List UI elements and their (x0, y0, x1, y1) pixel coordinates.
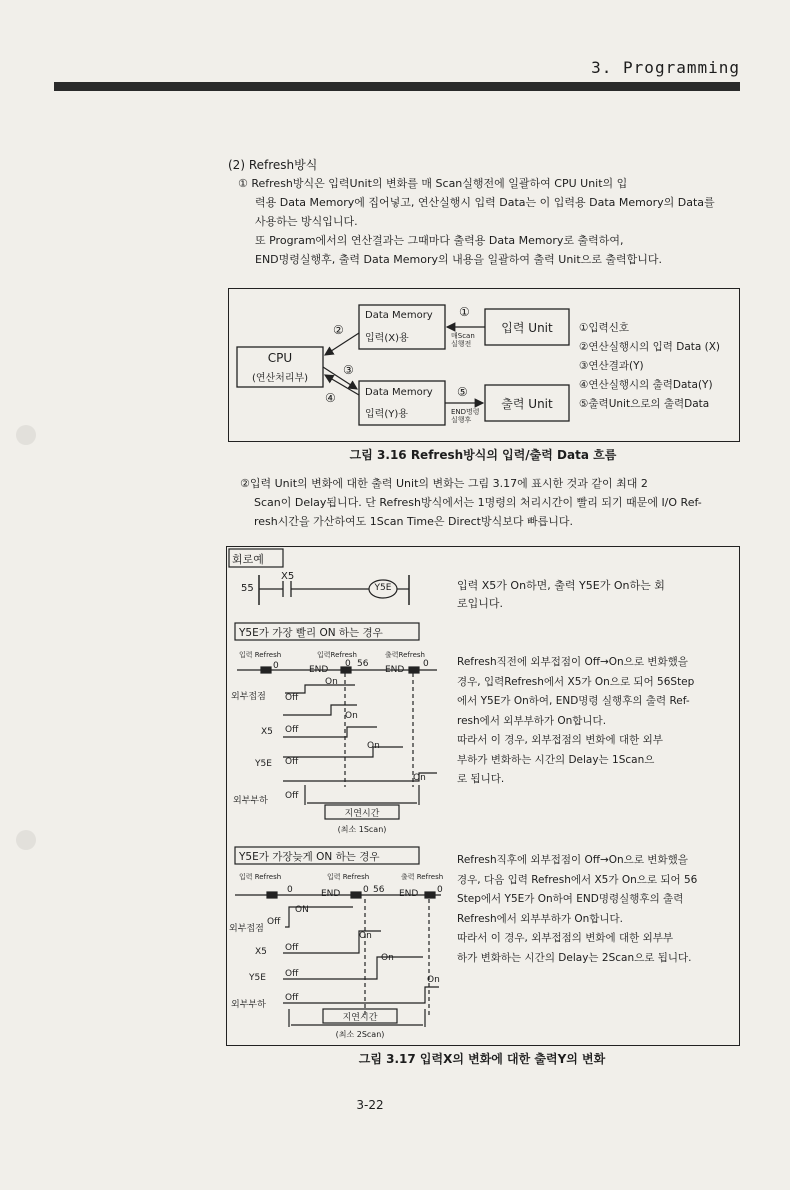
case2-input-refresh2-label: 입력 Refresh (327, 873, 370, 881)
case2-off: Off (285, 993, 299, 1003)
para-line: ① Refresh방식은 입력Unit의 변화를 매 Scan실행전에 일괄하여 CPU Unit의 입 (238, 177, 628, 190)
para-line: Scan이 Delay됩니다. 단 Refresh방식에서는 1명령의 처리시간이 빨리 되기 때문에 I/O Ref- (254, 496, 702, 509)
desc-line: 따라서 이 경우, 외부접점의 변화에 대한 외부 (457, 734, 663, 746)
case2-off: Off (285, 969, 299, 979)
case1-end2: END (385, 665, 405, 675)
section-heading: (2) Refresh방식 (228, 158, 318, 172)
case2-n0a: 0 (287, 885, 293, 895)
case2-end2: END (399, 889, 419, 899)
desc-line: 경우, 다음 입력 Refresh에서 X5가 On으로 되어 56 (457, 873, 698, 886)
header-rule (54, 82, 740, 91)
case2-row-y5e: Y5E (249, 973, 266, 983)
dm-output-title: Data Memory (365, 387, 433, 398)
desc-line: 따라서 이 경우, 외부접점의 변화에 대한 외부부 (457, 932, 674, 944)
case1-end1: END (309, 665, 329, 675)
case1-description (457, 653, 694, 790)
desc-line: resh에서 외부부하가 On합니다. (457, 714, 607, 727)
case2-n56: 56 (373, 885, 385, 895)
contact-label: X5 (281, 571, 295, 582)
para-line: END명령실행후, 출력 Data Memory의 내용을 일괄하여 출력 Unit으로 출력합니다. (255, 253, 663, 266)
case1-off: Off (285, 757, 299, 767)
para-line: ②입력 Unit의 변화에 대한 출력 Unit의 변화는 그림 3.17에 표시한 것과 같이 최대 2 (240, 477, 648, 490)
case1-off: Off (285, 791, 299, 801)
desc-line: 로 됩니다. (457, 773, 505, 785)
case2-on: On (359, 931, 372, 941)
legend-item: ④연산실행시의 출력Data(Y) (579, 379, 713, 391)
dm-input-title: Data Memory (365, 310, 433, 321)
case2-description (457, 851, 697, 968)
dm-output-sub: 입력(Y)용 (365, 409, 408, 420)
figure-3-16-legend (579, 319, 720, 414)
desc-line: Refresh직후에 외부접점이 Off→On으로 변화했을 (457, 854, 688, 866)
marker-5: ⑤ (457, 385, 468, 399)
desc-line: 로입니다. (457, 597, 504, 610)
legend-item: ③연산결과(Y) (579, 360, 644, 372)
cpu-sublabel: (연산처리부) (251, 373, 309, 384)
desc-line: 에서 Y5E가 On하여, END명령 실행후의 출력 Ref- (457, 695, 690, 707)
case2-title: Y5E가 가장늦게 ON 하는 경우 (239, 851, 380, 863)
case2-row-x5: X5 (255, 947, 267, 957)
figure-3-16-caption: 그림 3.16 Refresh방식의 입력/출력 Data 흐름 (349, 448, 617, 462)
desc-line: Step에서 Y5E가 On하여 END명령실행후의 출력 (457, 893, 684, 905)
case1-row-external-contact: 외부접점 (231, 692, 266, 702)
case1-on: On (367, 741, 380, 751)
legend-item: ②연산실행시의 입력 Data (X) (579, 341, 721, 353)
circuit-example-label: 회로예 (232, 553, 264, 566)
cpu-label: CPU (267, 351, 293, 365)
figure-3-17-diagram (227, 547, 739, 1045)
binder-hole (16, 425, 36, 445)
para-line: 력용 Data Memory에 집어넣고, 연산실행시 입력 Data는 이 입력용 Data Memory의 Data를 (255, 196, 715, 209)
para-line: resh시간을 가산하여도 1Scan Time은 Direct방식보다 빠릅니다. (254, 515, 573, 528)
para-line: 또 Program에서의 연산결과는 그때마다 출력용 Data Memory로 출력하여, (255, 234, 624, 247)
desc-line: 부하가 변화하는 시간의 Delay는 1Scan으 (457, 753, 655, 766)
step-number: 55 (241, 583, 254, 594)
case1-row-external-load: 외부부하 (233, 796, 268, 806)
circuit-description (457, 577, 665, 613)
coil-label: Y5E (374, 583, 392, 593)
case1-on-top: On (325, 677, 338, 687)
case2-n0c: 0 (437, 885, 443, 895)
case2-delay-sub: (최소 2Scan) (335, 1030, 385, 1039)
desc-line: Refresh에서 외부부하가 On합니다. (457, 912, 624, 925)
case1-delay-sub: (최소 1Scan) (337, 825, 387, 834)
case2-off: Off (267, 917, 281, 927)
case2-row-external-load: 외부부하 (231, 1000, 266, 1010)
case1-input-refresh-label: 입력 Refresh (239, 651, 282, 659)
desc-line: 경우, 입력Refresh에서 X5가 On으로 되어 56Step (457, 675, 695, 688)
binder-hole (16, 830, 36, 850)
case1-off: Off (285, 693, 299, 703)
paragraph-2 (240, 474, 702, 531)
case1-on: On (345, 711, 358, 721)
case2-input-refresh-label: 입력 Refresh (239, 873, 282, 881)
case2-row-external-contact: 외부접점 (229, 924, 264, 934)
case2-on: On (381, 953, 394, 963)
case1-on: On (413, 773, 426, 783)
figure-3-17 (226, 546, 740, 1046)
marker-3: ③ (343, 363, 354, 377)
para-line: 사용하는 방식입니다. (255, 215, 358, 228)
case2-delay: 지연시간 (342, 1013, 378, 1023)
case2-on-top: ON (295, 905, 309, 915)
case1-n56: 56 (357, 659, 369, 669)
figure-3-17-caption: 그림 3.17 입력X의 변화에 대한 출력Y의 변화 (358, 1052, 606, 1066)
dm-input-sub: 입력(X)용 (365, 333, 409, 344)
case1-row-y5e: Y5E (255, 759, 272, 769)
case2-output-refresh-label: 출력 Refresh (401, 873, 444, 881)
marker-4: ④ (325, 391, 336, 405)
case1-row-x5: X5 (261, 727, 273, 737)
case2-off: Off (285, 943, 299, 953)
case1-input-refresh2-label: 입력Refresh (317, 651, 357, 659)
input-unit-label: 입력 Unit (501, 321, 553, 335)
paragraph-1 (238, 174, 715, 269)
end-note: END명령 실행후 (451, 408, 480, 424)
desc-line: 하가 변화하는 시간의 Delay는 2Scan으로 됩니다. (457, 951, 692, 964)
chapter-title: 3. Programming (591, 58, 740, 77)
legend-item: ①입력신호 (579, 322, 629, 334)
case1-n0a: 0 (273, 661, 279, 671)
case2-on: On (427, 975, 440, 985)
scan-note: 매Scan 실행전 (451, 332, 475, 348)
desc-line: 입력 X5가 On하면, 출력 Y5E가 On하는 회 (457, 579, 665, 592)
case1-output-refresh-label: 출력Refresh (385, 651, 425, 659)
page-number: 3-22 (356, 1098, 384, 1112)
marker-1: ① (459, 305, 470, 319)
case1-off: Off (285, 725, 299, 735)
desc-line: Refresh직전에 외부접점이 Off→On으로 변화했을 (457, 656, 688, 668)
case1-n0c: 0 (423, 659, 429, 669)
case1-delay: 지연시간 (344, 809, 380, 819)
output-unit-label: 출력 Unit (501, 397, 553, 411)
marker-2: ② (333, 323, 344, 337)
case1-n0b: 0 (345, 659, 351, 669)
case2-end1: END (321, 889, 341, 899)
legend-item: ⑤출력Unit으로의 출력Data (579, 398, 710, 410)
figure-3-16 (228, 288, 740, 442)
case2-n0b: 0 (363, 885, 369, 895)
case1-title: Y5E가 가장 빨리 ON 하는 경우 (239, 627, 383, 639)
